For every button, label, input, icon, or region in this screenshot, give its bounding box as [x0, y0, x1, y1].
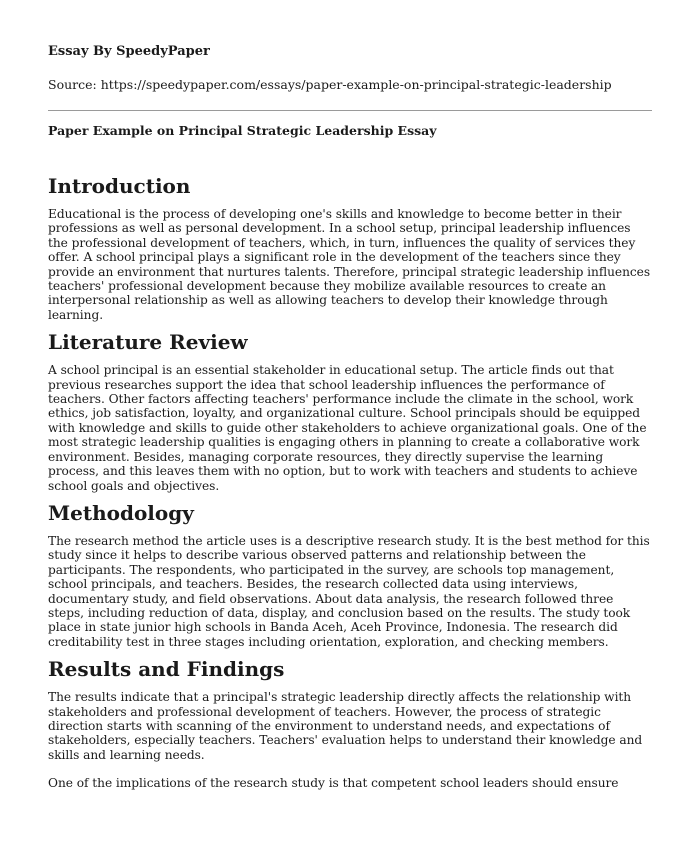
- section-methodology: [48, 502, 652, 649]
- section-heading: Introduction: [48, 174, 191, 198]
- document-title: Paper Example on Principal Strategic Leadership Essay: [48, 123, 437, 138]
- section-paragraph: The research method the article uses is a descriptive research study. It is the best method for this study since it helps to describe various observed patterns and relationship between the participants. The respondents, who participated in the survey, are schools top management, school principals, and teachers. Besides, the research collected data using interviews, documentary study, and field observations. About data analysis, the research followed three steps, including reduction of data, display, and conclusion based on the results. The study took place in state junior high schools in Banda Aceh, Aceh Province, Indonesia. The research did creditability test in three stages including orientation, exploration, and checking members.: [48, 533, 650, 649]
- site-title: Essay By SpeedyPaper: [48, 44, 210, 59]
- section-literature-review: [48, 331, 652, 493]
- source-line: Source: https://speedypaper.com/essays/paper-example-on-principal-strategic-leadership: [48, 77, 612, 92]
- section-paragraph: A school principal is an essential stakeholder in educational setup. The article finds out that previous researches support the idea that school leadership influences the performance of teachers. Other factors affecting teachers' performance include the climate in the school, work ethics, job satisfaction, loyalty, and organizational culture. School principals should be equipped with knowledge and skills to guide other stakeholders to achieve organizational goals. One of the most strategic leadership qualities is engaging others in planning to create a collaborative work environment. Besides, managing corporate resources, they directly supervise the learning process, and this leaves them with no option, but to work with teachers and students to achieve school goals and objectives.: [48, 363, 647, 493]
- section-introduction: [48, 175, 652, 322]
- section-results-and-findings: [48, 658, 652, 790]
- header-divider: [48, 110, 652, 111]
- section-paragraph: The results indicate that a principal's strategic leadership directly affects the relationship with stakeholders and professional development of teachers. However, the process of strategic direction starts with scanning of the environment to understand needs, and expectations of stakeholders, especially teachers. Teachers' evaluation helps to understand their knowledge and skills and learning needs.: [48, 690, 643, 762]
- section-heading: Methodology: [48, 500, 194, 525]
- section-heading: Literature Review: [48, 330, 248, 355]
- section-heading: Results and Findings: [48, 657, 285, 682]
- section-paragraph: Educational is the process of developing one's skills and knowledge to become better in their professions as well as personal development. In a school setup, principal leadership influences the professional development of teachers, which, in turn, influences the quality of services they offer. A school principal plays a significant role in the development of the teachers since they provide an environment that nurtures talents. Therefore, principal strategic leadership influences teachers' professional development because they mobilize available resources to create an interpersonal relationship as well as allowing teachers to develop their knowledge through learning.: [48, 207, 651, 322]
- section-paragraph: One of the implications of the research study is that competent school leaders should ensure: [48, 776, 619, 791]
